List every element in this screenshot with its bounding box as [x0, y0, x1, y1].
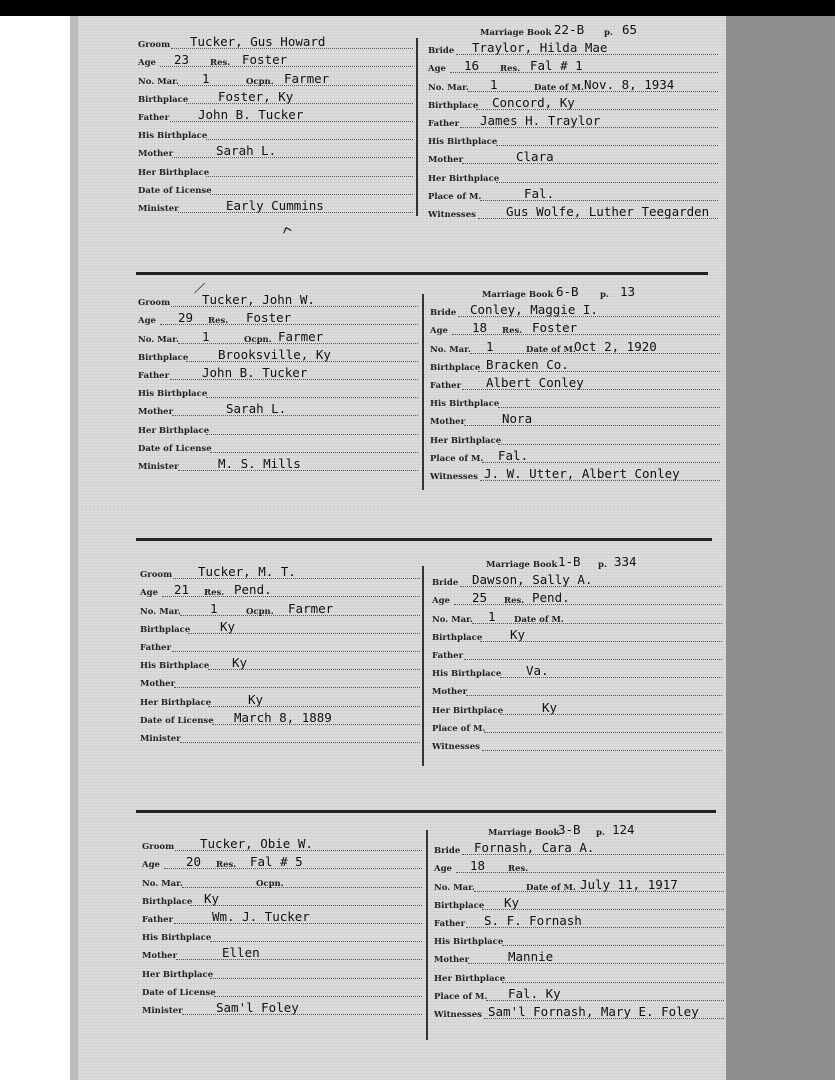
groom-name-row: Groom Tucker, Gus Howard [138, 34, 413, 52]
bride-his-birthplace-row: His Birthplace [428, 131, 718, 149]
bride-name-row: Bride Traylor, Hilda Mae [428, 40, 718, 58]
bride-no-mar: 1 [486, 338, 494, 354]
bride-her-birthplace-row: Her Birthplace [434, 967, 724, 985]
groom-no-mar: 1 [210, 600, 218, 616]
bride-res: Foster [532, 320, 578, 336]
bride-no-mar: 1 [490, 76, 498, 92]
bride-name-row: Bride Dawson, Sally A. [432, 572, 722, 590]
groom-no-mar: 1 [202, 70, 210, 86]
bride-her-birthplace: Ky [542, 699, 558, 715]
marriage-book-number: 1-B [558, 554, 581, 569]
marriage-book-row: Marriage Book 6-B p. 13 [482, 284, 636, 300]
bride-nomar-row: No. Mar. 1 Date of M. Nov. 8, 1934 [428, 76, 718, 94]
pencil-mark-icon: ⁄ [196, 277, 203, 300]
bride-nomar-row: No. Mar. 1 Date of M. Oct 2, 1920 [430, 338, 720, 356]
bride-her-birthplace-row: Her Birthplace Ky [432, 699, 722, 717]
record-4-groom [142, 836, 422, 1018]
groom-birthplace-row: Birthplace Ky [140, 619, 420, 637]
bride-name: Conley, Maggie I. [470, 302, 598, 318]
bride-father-row: Father [432, 645, 722, 663]
groom-license-row: Date of License [138, 180, 413, 198]
groom-age: 21 [174, 582, 190, 598]
groom-ocpn: Farmer [288, 600, 334, 616]
groom-birthplace: Brooksville, Ky [218, 346, 331, 362]
groom-mother-row: Mother Sarah L. [138, 143, 413, 161]
bride-witnesses-row: Witnesses Sam'l Fornash, Mary E. Foley [434, 1004, 724, 1022]
bride-nomar-row: No. Mar. Date of M. July 11, 1917 [434, 876, 724, 894]
groom-minister-row: Minister M. S. Mills [138, 456, 418, 474]
groom-age-row: Age 21 Res. Pend. [140, 582, 420, 600]
bride-age: 18 [470, 858, 486, 874]
bride-father: S. F. Fornash [484, 912, 582, 928]
bride-age: 16 [464, 58, 480, 74]
bride-date-of-m: July 11, 1917 [580, 876, 678, 892]
groom-name: Tucker, Gus Howard [190, 34, 326, 50]
groom-her-birthplace-row: Her Birthplace Ky [140, 691, 420, 709]
groom-father-row: Father John B. Tucker [138, 107, 413, 125]
bride-birthplace-row: Birthplace Bracken Co. [430, 357, 720, 375]
groom-name: Tucker, John W. [202, 292, 315, 308]
marriage-book-number: 22-B [554, 22, 585, 37]
groom-minister-row: Minister Early Cummins [138, 198, 413, 216]
groom-minister: M. S. Mills [218, 455, 301, 471]
groom-res: Foster [246, 310, 292, 326]
groom-birthplace: Ky [220, 618, 236, 634]
bride-father-row: Father S. F. Fornash [434, 913, 724, 931]
bride-name: Traylor, Hilda Mae [472, 40, 608, 56]
bride-her-birthplace-row: Her Birthplace [428, 167, 718, 185]
record-separator [136, 810, 716, 813]
bride-witnesses-row: Witnesses J. W. Utter, Albert Conley [430, 466, 720, 484]
bride-his-birthplace-row: His Birthplace [430, 393, 720, 411]
record-1-groom [138, 34, 413, 216]
groom-his-birthplace-row: His Birthplace Ky [140, 655, 420, 673]
groom-his-birthplace: Ky [232, 655, 248, 671]
groom-birthplace-row: Birthplace Ky [142, 891, 422, 909]
groom-nomar-row: No. Mar. 1 Ocpn. Farmer [140, 600, 420, 618]
bride-place-of-m: Fal. Ky [508, 985, 561, 1001]
bride-mother-row: Mother Mannie [434, 949, 724, 967]
groom-mother: Sarah L. [226, 401, 287, 417]
marriage-book-page: 334 [614, 554, 637, 569]
bride-birthplace-row: Birthplace Ky [432, 627, 722, 645]
bride-mother-row: Mother Clara [428, 149, 718, 167]
scan-left-edge [70, 16, 78, 1080]
bride-birthplace-row: Birthplace Concord, Ky [428, 95, 718, 113]
marriage-book-row: Marriage Book 3-B p. 124 [488, 822, 635, 838]
bride-age: 25 [472, 590, 488, 606]
bride-date-of-m: Oct 2, 1920 [574, 338, 657, 354]
record-separator [136, 538, 712, 541]
bride-birthplace: Ky [510, 626, 526, 642]
bride-birthplace-row: Birthplace Ky [434, 895, 724, 913]
bride-birthplace: Concord, Ky [492, 94, 575, 110]
groom-mother: Sarah L. [216, 143, 277, 159]
groom-age-row: Age 20 Res. Fal # 5 [142, 854, 422, 872]
groom-father-row: Father Wm. J. Tucker [142, 909, 422, 927]
bride-mother: Mannie [508, 949, 554, 965]
bride-witnesses: Sam'l Fornash, Mary E. Foley [488, 1003, 699, 1019]
record-divider-line [422, 566, 424, 766]
bride-place-of-m: Fal. [524, 185, 555, 201]
scan-top-border [0, 0, 835, 16]
groom-birthplace: Foster, Ky [218, 88, 294, 104]
bride-age-row: Age 18 Res. [434, 858, 724, 876]
bride-place-row: Place of M. Fal. [430, 448, 720, 466]
groom-birthplace-row: Birthplace Brooksville, Ky [138, 347, 418, 365]
groom-res: Fal # 5 [250, 854, 303, 870]
bride-his-birthplace-row: His Birthplace Va. [432, 663, 722, 681]
bride-age-row: Age 16 Res. Fal # 1 [428, 58, 718, 76]
groom-ocpn: Farmer [278, 328, 324, 344]
marriage-book-page: 124 [612, 822, 635, 837]
record-2-bride [430, 284, 720, 484]
bride-her-birthplace-row: Her Birthplace [430, 429, 720, 447]
bride-mother: Nora [502, 411, 533, 427]
record-2-groom [138, 292, 418, 474]
groom-no-mar: 1 [202, 328, 210, 344]
marriage-book-number: 6-B [556, 284, 579, 299]
record-separator [136, 272, 708, 275]
bride-name: Fornash, Cara A. [474, 840, 595, 856]
groom-his-birthplace-row: His Birthplace [138, 383, 418, 401]
bride-res: Fal # 1 [530, 58, 583, 74]
groom-name: Tucker, Obie W. [200, 836, 313, 852]
groom-birthplace-row: Birthplace Foster, Ky [138, 89, 413, 107]
bride-name-row: Bride Conley, Maggie I. [430, 302, 720, 320]
bride-mother-row: Mother [432, 681, 722, 699]
groom-age: 20 [186, 854, 202, 870]
groom-minister-row: Minister [140, 728, 420, 746]
record-divider-line [426, 830, 428, 1040]
bride-his-birthplace: Va. [526, 663, 549, 679]
bride-witnesses-row: Witnesses Gus Wolfe, Luther Teegarden [428, 204, 718, 222]
groom-his-birthplace-row: His Birthplace [142, 927, 422, 945]
bride-birthplace: Ky [504, 894, 520, 910]
groom-her-birthplace-row: Her Birthplace [138, 419, 418, 437]
groom-name-row: Groom Tucker, M. T. [140, 564, 420, 582]
record-3-groom [140, 564, 420, 746]
groom-name: Tucker, M. T. [198, 564, 296, 580]
bride-name-row: Bride Fornash, Cara A. [434, 840, 724, 858]
groom-name-row: Groom Tucker, John W. [138, 292, 418, 310]
record-divider-line [422, 294, 424, 490]
bride-witnesses: Gus Wolfe, Luther Teegarden [506, 203, 710, 219]
groom-ocpn: Farmer [284, 70, 330, 86]
groom-father-row: Father John B. Tucker [138, 365, 418, 383]
bride-place-of-m: Fal. [498, 447, 529, 463]
bride-witnesses-row: Witnesses [432, 736, 722, 754]
bride-name: Dawson, Sally A. [472, 572, 593, 588]
groom-license-row: Date of License [142, 982, 422, 1000]
marriage-book-page: 13 [620, 284, 636, 299]
record-3-bride [432, 554, 722, 754]
bride-father: James H. Traylor [480, 112, 601, 128]
bride-witnesses: J. W. Utter, Albert Conley [484, 465, 680, 481]
record-4-bride [434, 822, 724, 1022]
bride-age-row: Age 18 Res. Foster [430, 320, 720, 338]
pencil-mark-icon: ^ [279, 222, 298, 247]
bride-place-row: Place of M. Fal. Ky [434, 986, 724, 1004]
record-divider-line [416, 38, 418, 216]
bride-father: Albert Conley [486, 374, 584, 390]
bride-age: 18 [472, 320, 488, 336]
groom-minister: Early Cummins [226, 197, 324, 213]
bride-mother-row: Mother Nora [430, 411, 720, 429]
bride-his-birthplace-row: His Birthplace [434, 931, 724, 949]
bride-nomar-row: No. Mar. 1 Date of M. [432, 608, 722, 626]
groom-father: Wm. J. Tucker [212, 908, 310, 924]
bride-birthplace: Bracken Co. [486, 356, 569, 372]
groom-age-row: Age 29 Res. Foster [138, 310, 418, 328]
scan-right-strip [726, 16, 835, 1080]
groom-mother: Ellen [222, 945, 260, 961]
groom-minister-row: Minister Sam'l Foley [142, 1000, 422, 1018]
groom-birthplace: Ky [204, 890, 220, 906]
bride-mother: Clara [516, 149, 554, 165]
bride-res: Pend. [532, 590, 570, 606]
groom-her-birthplace: Ky [248, 691, 264, 707]
groom-minister: Sam'l Foley [216, 999, 299, 1015]
bride-place-row: Place of M. Fal. [428, 186, 718, 204]
groom-his-birthplace-row: His Birthplace [138, 125, 413, 143]
groom-mother-row: Mother Ellen [142, 945, 422, 963]
groom-age: 23 [174, 52, 190, 68]
bride-age-row: Age 25 Res. Pend. [432, 590, 722, 608]
bride-no-mar: 1 [488, 608, 496, 624]
groom-name-row: Groom Tucker, Obie W. [142, 836, 422, 854]
marriage-book-row: Marriage Book 1-B p. 334 [486, 554, 637, 570]
marriage-book-number: 3-B [558, 822, 581, 837]
groom-res: Foster [242, 52, 288, 68]
bride-date-of-m: Nov. 8, 1934 [584, 76, 675, 92]
groom-father-row: Father [140, 637, 420, 655]
groom-nomar-row: No. Mar. 1 Ocpn. Farmer [138, 328, 418, 346]
groom-age-row: Age 23 Res. Foster [138, 52, 413, 70]
groom-mother-row: Mother [140, 673, 420, 691]
groom-license-row: Date of License [138, 438, 418, 456]
groom-license-row: Date of License March 8, 1889 [140, 710, 420, 728]
groom-res: Pend. [234, 582, 272, 598]
groom-nomar-row: No. Mar. 1 Ocpn. Farmer [138, 70, 413, 88]
bride-place-row: Place of M. [432, 718, 722, 736]
groom-mother-row: Mother Sarah L. [138, 401, 418, 419]
groom-her-birthplace-row: Her Birthplace [142, 963, 422, 981]
groom-father: John B. Tucker [198, 106, 304, 122]
marriage-book-row: Marriage Book 22-B p. 65 [480, 22, 638, 38]
record-card-sheet [78, 16, 726, 1080]
groom-nomar-row: No. Mar. Ocpn. [142, 872, 422, 890]
groom-her-birthplace-row: Her Birthplace [138, 161, 413, 179]
record-1-bride [428, 22, 718, 222]
groom-father: John B. Tucker [202, 364, 308, 380]
groom-age: 29 [178, 310, 194, 326]
marriage-book-page: 65 [622, 22, 638, 37]
bride-father-row: Father James H. Traylor [428, 113, 718, 131]
groom-date-of-license: March 8, 1889 [234, 709, 332, 725]
bride-father-row: Father Albert Conley [430, 375, 720, 393]
